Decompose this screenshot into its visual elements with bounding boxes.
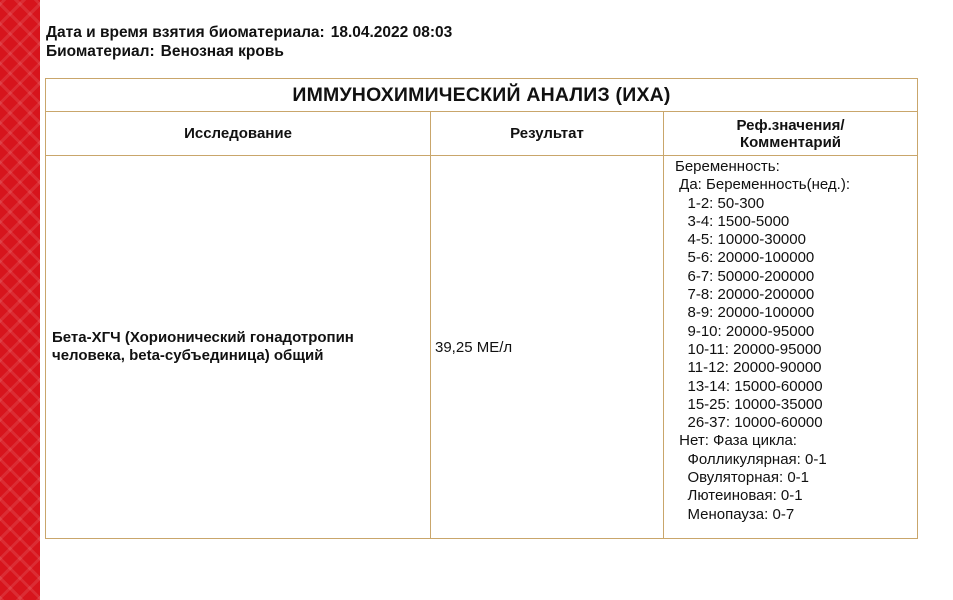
reference-line: 5-6: 20000-100000 — [675, 249, 815, 267]
table-row — [46, 156, 918, 539]
material-value: Венозная кровь — [160, 43, 284, 60]
column-header-reference-line2: Комментарий — [740, 133, 842, 151]
reference-line: Беременность: — [675, 158, 780, 175]
reference-line: 11-12: 20000-90000 — [675, 359, 822, 377]
reference-line: 3-4: 1500-5000 — [675, 212, 790, 230]
reference-line: Да: Беременность(нед.): — [675, 176, 850, 194]
column-header-reference — [664, 112, 918, 156]
table-title: ИММУНОХИМИЧЕСКИЙ АНАЛИЗ (ИХА) — [46, 79, 918, 112]
datetime-value: 18.04.2022 08:03 — [330, 24, 453, 41]
reference-line: Менопауза: 0-7 — [675, 505, 795, 523]
reference-line: 4-5: 10000-30000 — [675, 231, 806, 249]
test-name-line1: Бета-ХГЧ (Хорионический гонадотропин — [52, 329, 354, 346]
reference-line: 6-7: 50000-200000 — [675, 267, 815, 285]
sample-info — [46, 23, 452, 61]
reference-line: 9-10: 20000-95000 — [675, 322, 815, 340]
results-table — [45, 78, 918, 539]
column-header-result: Результат — [431, 112, 664, 156]
reference-line: Фолликулярная: 0-1 — [675, 450, 827, 468]
test-name-line2: человека, beta-субъединица) общий — [52, 347, 324, 364]
reference-line: 1-2: 50-300 — [675, 194, 765, 212]
reference-values-cell — [664, 156, 918, 539]
column-header-test: Исследование — [46, 112, 431, 156]
datetime-label: Дата и время взятия биоматериала: — [46, 24, 325, 41]
reference-line: 15-25: 10000-35000 — [675, 395, 823, 413]
test-name-cell — [46, 156, 431, 539]
result-value: 39,25 МЕ/л — [431, 156, 664, 539]
reference-line: 13-14: 15000-60000 — [675, 377, 823, 395]
reference-line: Овуляторная: 0-1 — [675, 469, 810, 487]
datetime-row — [46, 23, 452, 42]
reference-line: 8-9: 20000-100000 — [675, 304, 815, 322]
decorative-side-band — [0, 0, 40, 600]
column-header-reference-line1: Реф.значения/ — [736, 116, 845, 134]
reference-line: 7-8: 20000-200000 — [675, 286, 815, 304]
reference-line: Нет: Фаза цикла: — [675, 432, 797, 450]
reference-line: Лютеиновая: 0-1 — [675, 487, 803, 505]
material-label: Биоматериал: — [46, 43, 155, 60]
reference-line: 26-37: 10000-60000 — [675, 414, 823, 432]
material-row — [46, 42, 452, 61]
reference-line: 10-11: 20000-95000 — [675, 340, 822, 358]
